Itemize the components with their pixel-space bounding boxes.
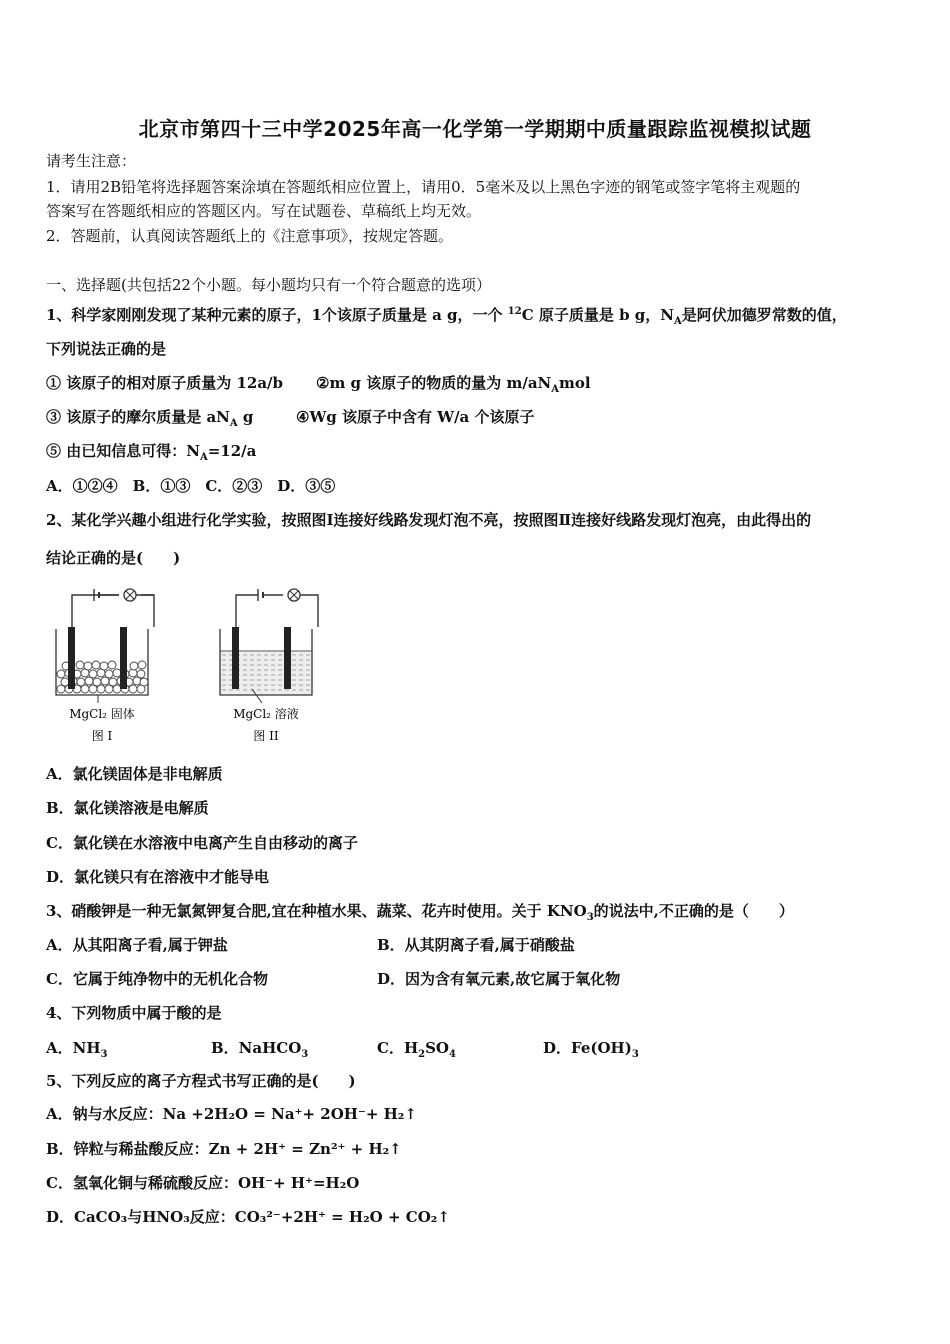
- q1-option-1: ① 该原子的相对原子质量为 12a/b: [46, 374, 284, 392]
- q2-option-c: C．氯化镁在水溶液中电离产生自由移动的离子: [46, 834, 358, 852]
- q5-option-d: D．CaCO₃与HNO₃反应：CO₃²⁻+2H⁺ = H₂O + CO₂↑: [46, 1208, 450, 1226]
- q3-option-d: D．因为含有氧元素,故它属于氧化物: [377, 970, 621, 988]
- q3-option-c: C．它属于纯净物中的无机化合物: [46, 970, 268, 988]
- q2-option-a: A．氯化镁固体是非电解质: [46, 765, 223, 783]
- q2-option-b: B．氯化镁溶液是电解质: [46, 799, 209, 817]
- circuit-figure: [44, 585, 324, 750]
- notice-item-2: 2．答题前，认真阅读答题纸上的《注意事项》，按规定答题。: [46, 227, 454, 245]
- figure-2-label: MgCl₂ 溶液: [233, 707, 299, 721]
- figure-1-label: MgCl₂ 固体: [69, 707, 135, 721]
- figure-2-circuit: [220, 589, 318, 743]
- q3-option-b: B．从其阴离子看,属于硝酸盐: [377, 936, 575, 954]
- figure-1-name: 图 I: [91, 729, 113, 743]
- q2-stem-a: 2、某化学兴趣小组进行化学实验，按照图Ⅰ连接好线路发现灯泡不亮，按照图Ⅱ连接好线路发现灯泡亮，由此得出的: [46, 511, 812, 529]
- figure-2-name: 图 II: [253, 729, 279, 743]
- figure-1-circuit: [56, 589, 154, 743]
- q4-option-c: C．$H_2SO_4$: [377, 1039, 456, 1060]
- q4-option-b: B．NaHCO$_3$: [211, 1039, 309, 1060]
- q2-stem-b: 结论正确的是( ): [46, 549, 181, 567]
- q1-option-4: ④Wg 该原子中含有 W/a 个该原子: [296, 408, 535, 426]
- notice-item-1a: 1．请用2B铅笔将选择题答案涂填在答题纸相应位置上，请用0．5毫米及以上黑色字迹的钢笔或签字笔将主观题的: [46, 178, 801, 196]
- q1-stem-a: 1、科学家刚刚发现了某种元素的原子，1个该原子质量是 a g，一个 $^{12}$C 原子质量是 b g，$N_A$是阿伏加德罗常数的值，: [46, 306, 847, 327]
- q4-stem: 4、下列物质中属于酸的是: [46, 1004, 222, 1022]
- q5-stem: 5、下列反应的离子方程式书写正确的是( ): [46, 1072, 356, 1090]
- q4-option-a: A．$NH_3$: [46, 1039, 108, 1060]
- q4-option-d: D．$Fe(OH)_3$: [543, 1039, 639, 1060]
- section-heading: 一、选择题(共包括22个小题。每小题均只有一个符合题意的选项）: [46, 276, 491, 294]
- notice-heading: 请考生注意：: [46, 152, 137, 170]
- q1-stem-b: 下列说法正确的是: [46, 340, 167, 358]
- q5-option-a: A．钠与水反应：Na +2H₂O = Na⁺+ 2OH⁻+ H₂↑: [46, 1105, 417, 1123]
- q1-option-3: ③ 该原子的摩尔质量是 $aN_A$ g: [46, 408, 254, 429]
- q5-option-c: C．氢氧化铜与稀硫酸反应：OH⁻+ H⁺=H₂O: [46, 1174, 360, 1192]
- q3-stem: 3、硝酸钾是一种无氯氮钾复合肥,宜在种植水果、蔬菜、花卉时使用。关于 $KNO_3$的说法中,不正确的是（ ）: [46, 902, 794, 923]
- page-title: 北京市第四十三中学2025年高一化学第一学期期中质量跟踪监视模拟试题: [138, 117, 812, 141]
- notice-item-1b: 答案写在答题纸相应的答题区内。写在试题卷、草稿纸上均无效。: [46, 202, 482, 220]
- q2-option-d: D．氯化镁只有在溶液中才能导电: [46, 868, 270, 886]
- q3-option-a: A．从其阳离子看,属于钾盐: [46, 936, 228, 954]
- q1-choices: A．①②④ B．①③ C．②③ D．③⑤: [46, 477, 336, 495]
- q1-option-2: ②m g 该原子的物质的量为 $m/aN_Amol$: [316, 374, 591, 395]
- q1-option-5: ⑤ 由已知信息可得：$N_A=12/a$: [46, 442, 257, 463]
- q5-option-b: B．锌粒与稀盐酸反应：Zn + 2H⁺ = Zn²⁺ + H₂↑: [46, 1140, 402, 1158]
